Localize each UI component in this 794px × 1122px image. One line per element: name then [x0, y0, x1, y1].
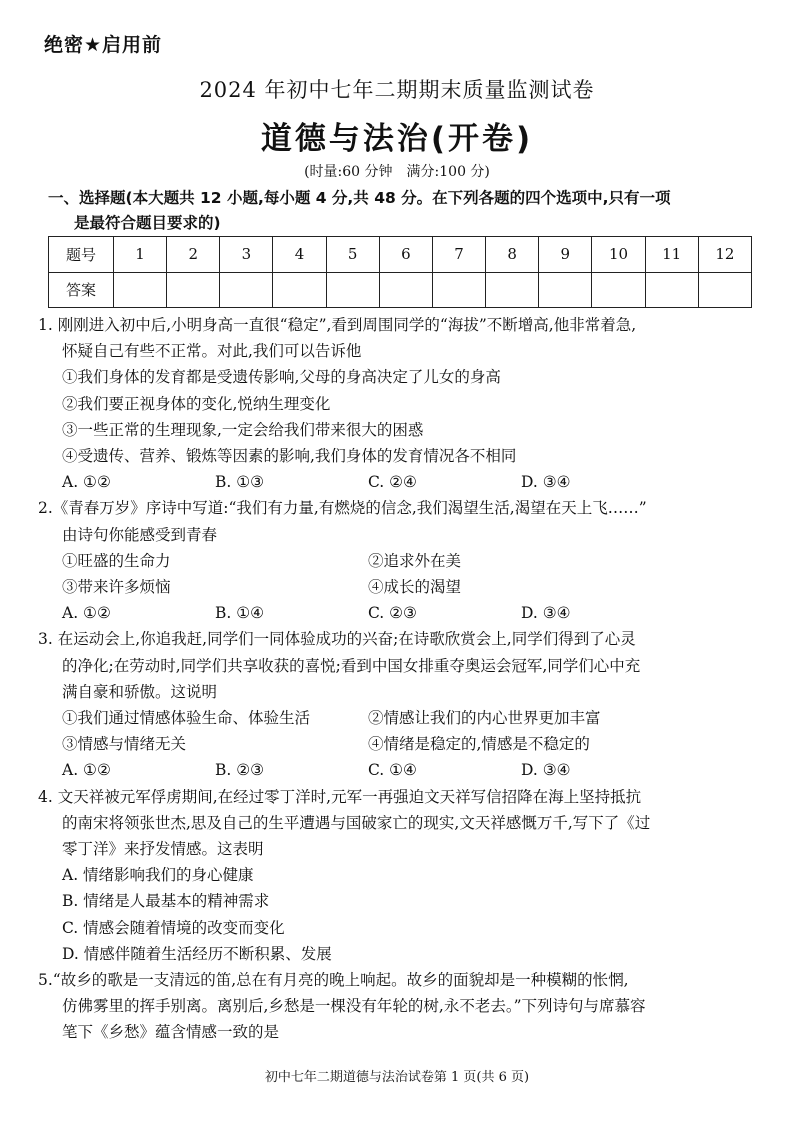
grid-answer-cell[interactable] [273, 272, 326, 308]
question-stem: 2.《青春万岁》序诗中写道:“我们有力量,有燃烧的信念,我们渴望生活,渴望在天上飞……” [38, 499, 647, 518]
question-stem: 5.“故乡的歌是一支清远的笛,总在有月亮的晚上响起。故乡的面貌却是一种模糊的怅惘, [38, 971, 629, 990]
statement: ④受遗传、营养、锻炼等因素的影响,我们身体的发育情况各不相同 [62, 447, 517, 466]
grid-number-cell: 3 [220, 237, 273, 273]
exam-info: (时量:60 分钟 满分:100 分) [304, 164, 490, 180]
grid-answer-cell[interactable] [167, 272, 220, 308]
grid-number-cell: 12 [698, 237, 751, 273]
grid-number-cell: 9 [539, 237, 592, 273]
answer-grid [48, 236, 752, 308]
grid-answer-cell[interactable] [592, 272, 645, 308]
choice-row [38, 469, 760, 495]
choice-a: A. 情绪影响我们的身心健康 [62, 866, 254, 885]
choice-row [38, 757, 760, 783]
grid-number-cell: 2 [167, 237, 220, 273]
choice-a: A. ①② [62, 761, 111, 780]
statement: ③带来许多烦恼 [62, 578, 171, 597]
statement: ①旺盛的生命力 [62, 551, 171, 570]
question-stem: 笔下《乡愁》蕴含情感一致的是 [62, 1023, 280, 1042]
choice-d: D. ③④ [521, 761, 571, 780]
choice-a: A. ①② [62, 473, 111, 492]
section-heading-line1: 一、选择题(本大题共 12 小题,每小题 4 分,共 48 分。在下列各题的四个选项中,只有一项 [48, 189, 671, 207]
statement-row [38, 548, 760, 574]
choice-b: B. ②③ [215, 761, 265, 780]
answer-grid-answer-row [49, 272, 752, 308]
question-stem: 3. 在运动会上,你追我赶,同学们一同体验成功的兴奋;在诗歌欣赏会上,同学们得到了心灵 [38, 630, 636, 649]
question-stem: 满自豪和骄傲。这说明 [62, 682, 218, 701]
grid-answer-cell[interactable] [326, 272, 379, 308]
grid-answer-cell[interactable] [698, 272, 751, 308]
statement: ③情感与情绪无关 [62, 735, 187, 754]
grid-number-cell: 7 [432, 237, 485, 273]
section-heading-line2: 是最符合题目要求的) [74, 214, 221, 232]
choice-b: B. ①③ [215, 473, 265, 492]
choice-a: A. ①② [62, 604, 111, 623]
question-stem: 1. 刚刚进入初中后,小明身高一直很“稳定”,看到周围同学的“海拔”不断增高,他非常着急, [38, 316, 637, 334]
subject-title: 道德与法治(开卷) [260, 121, 534, 157]
statement: ①我们通过情感体验生命、体验生活 [62, 709, 311, 728]
choice-c: C. ②④ [368, 473, 417, 492]
question-stem: 怀疑自己有些不正常。对此,我们可以告诉他 [62, 342, 362, 361]
grid-row-label-answer: 答案 [49, 272, 114, 308]
statement: ④成长的渴望 [368, 578, 462, 597]
grid-number-cell: 8 [486, 237, 539, 273]
grid-number-cell: 6 [379, 237, 432, 273]
choice-d: D. ③④ [521, 473, 571, 492]
question-stem: 仿佛雾里的挥手别离。离别后,乡愁是一棵没有年轮的树,永不老去。”下列诗句与席慕容 [62, 997, 646, 1016]
page-footer: 初中七年二期道德与法治试卷第 1 页(共 6 页) [264, 1070, 530, 1085]
grid-answer-cell[interactable] [539, 272, 592, 308]
grid-row-label-number: 题号 [49, 237, 114, 273]
question-4 [38, 784, 760, 967]
question-stem: 的净化;在劳动时,同学们共享收获的喜悦;看到中国女排重夺奥运会冠军,同学们心中充 [62, 656, 641, 675]
choice-d: D. ③④ [521, 604, 571, 623]
question-stem: 4. 文天祥被元军俘虏期间,在经过零丁洋时,元军一再强迫文天祥写信招降在海上坚持抵抗 [38, 787, 642, 806]
statement-row [38, 574, 760, 600]
question-stem: 零丁洋》来抒发情感。这表明 [62, 840, 264, 859]
choice-d: D. 情感伴随着生活经历不断积累、发展 [62, 944, 332, 963]
question-2 [38, 495, 760, 626]
choice-c: C. ①④ [368, 761, 417, 780]
questions-body [38, 312, 760, 1046]
statement: ④情绪是稳定的,情感是不稳定的 [368, 735, 590, 754]
statement-row [38, 705, 760, 731]
question-3 [38, 626, 760, 783]
grid-number-cell: 5 [326, 237, 379, 273]
exam-title: 2024 年初中七年二期期末质量监测试卷 [199, 78, 595, 102]
choice-b: B. ①④ [215, 604, 265, 623]
section-heading [48, 186, 760, 236]
statement-row [38, 731, 760, 757]
grid-number-cell: 10 [592, 237, 645, 273]
grid-answer-cell[interactable] [645, 272, 698, 308]
question-5 [38, 967, 760, 1046]
statement: ③一些正常的生理现象,一定会给我们带来很大的困惑 [62, 420, 424, 439]
grid-answer-cell[interactable] [486, 272, 539, 308]
grid-number-cell: 1 [114, 237, 167, 273]
grid-answer-cell[interactable] [220, 272, 273, 308]
statement: ①我们身体的发育都是受遗传影响,父母的身高决定了儿女的身高 [62, 368, 501, 387]
confidential-mark: 绝密★启用前 [44, 34, 163, 56]
grid-number-cell: 11 [645, 237, 698, 273]
statement: ②情感让我们的内心世界更加丰富 [368, 709, 601, 728]
question-stem: 由诗句你能感受到青春 [62, 525, 218, 544]
choice-c: C. 情感会随着情境的改变而变化 [62, 918, 285, 937]
choice-row [38, 600, 760, 626]
question-1 [38, 312, 760, 495]
answer-grid-number-row [49, 237, 752, 273]
grid-answer-cell[interactable] [114, 272, 167, 308]
grid-answer-cell[interactable] [432, 272, 485, 308]
statement: ②追求外在美 [368, 551, 462, 570]
choice-b: B. 情绪是人最基本的精神需求 [62, 892, 270, 911]
grid-answer-cell[interactable] [379, 272, 432, 308]
question-stem: 的南宋将领张世杰,思及自己的生平遭遇与国破家亡的现实,文天祥感慨万千,写下了《过 [62, 813, 651, 832]
statement: ②我们要正视身体的变化,悦纳生理变化 [62, 394, 331, 413]
choice-c: C. ②③ [368, 604, 417, 623]
grid-number-cell: 4 [273, 237, 326, 273]
